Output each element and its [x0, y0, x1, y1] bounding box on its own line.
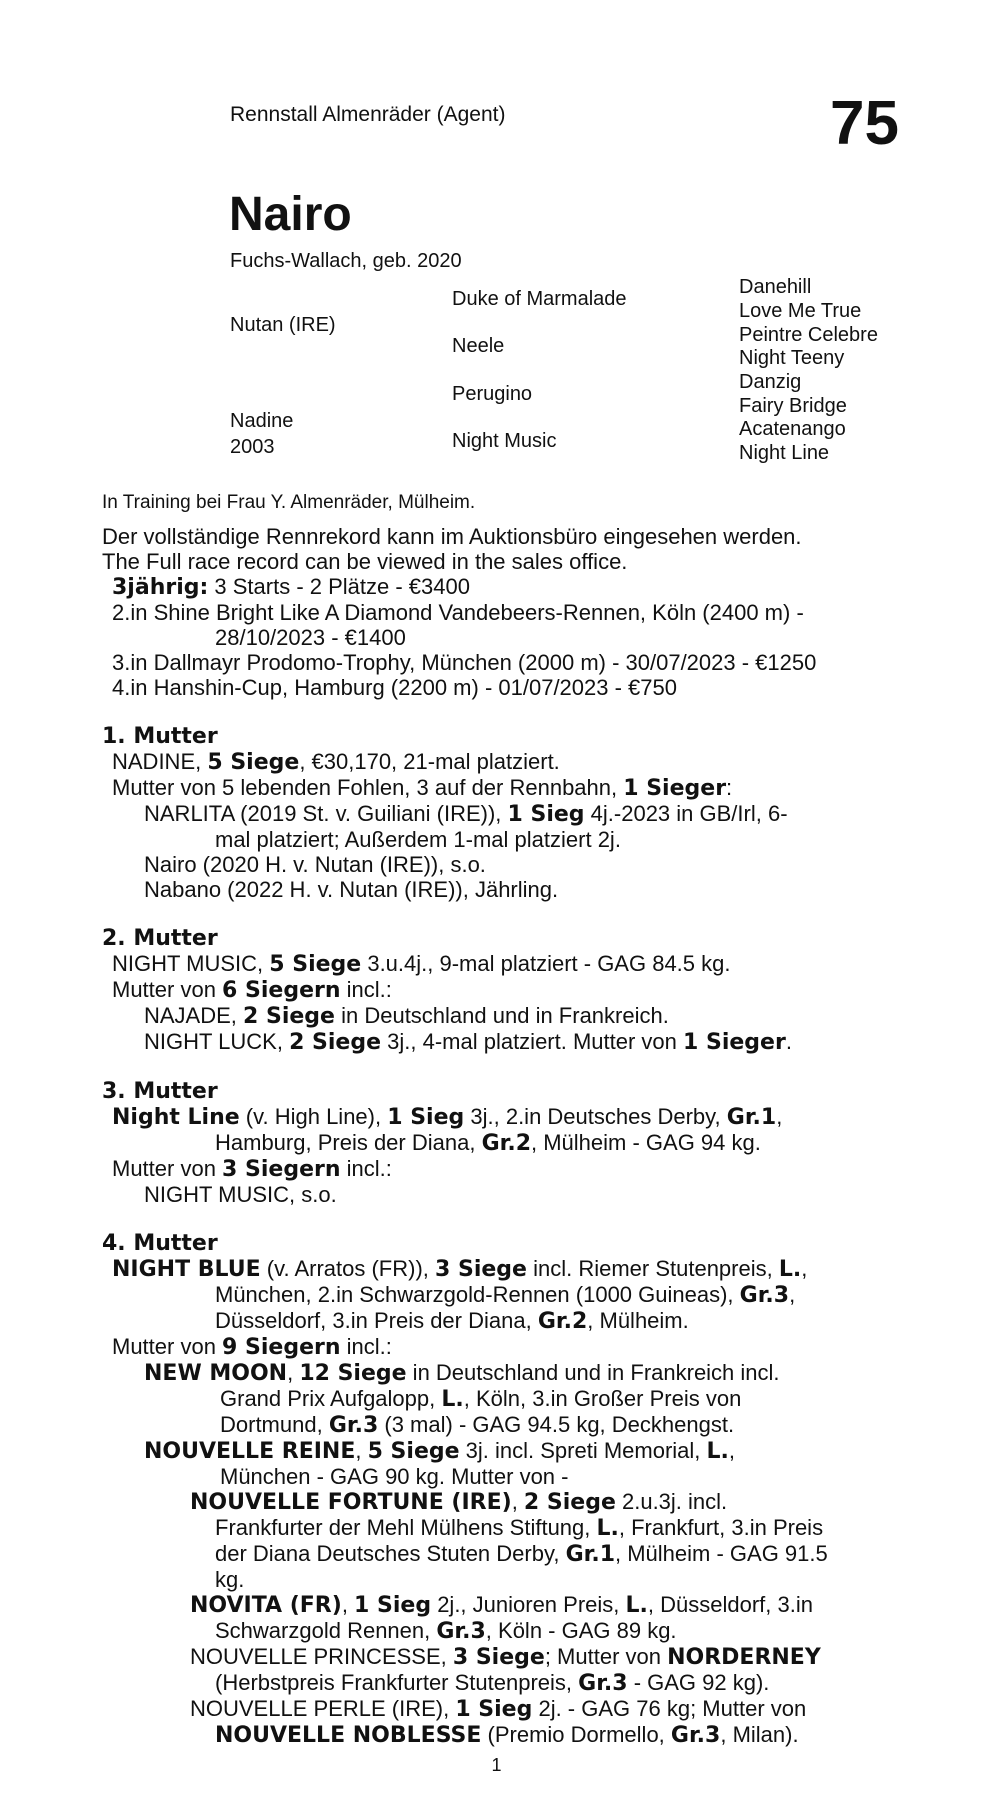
page-number: 1 — [491, 1755, 502, 1775]
pedigree-gen3: Danehill — [739, 276, 812, 298]
dam-3-heading: 3. Mutter — [102, 1079, 218, 1104]
dam-1-heading: 1. Mutter — [102, 724, 218, 749]
dam-4-grand-offspring-cont: (Herbstpreis Frankfurter Stutenpreis, Gr.3 - GAG 92 kg). — [215, 1670, 770, 1696]
dam-1-offspring: NARLITA (2019 St. v. Guiliani (IRE)), 1 Sieg 4j.-2023 in GB/Irl, 6- — [144, 801, 788, 827]
dam-4-offspring-cont: Dortmund, Gr.3 (3 mal) - GAG 94.5 kg, Deckhengst. — [220, 1412, 735, 1438]
dam-4-offspring-cont: München - GAG 90 kg. Mutter von - — [220, 1464, 569, 1489]
race-result: 3.in Dallmayr Prodomo-Trophy, München (2000 m) - 30/07/2023 - €1250 — [112, 650, 817, 675]
dam-4-grand-offspring-cont: Frankfurter der Mehl Mülhens Stiftung, L., Frankfurt, 3.in Preis — [215, 1515, 824, 1541]
pedigree-gen3: Peintre Celebre — [739, 324, 878, 346]
dam: Nadine — [230, 410, 294, 432]
dam-1-offspring-cont: mal platziert; Außerdem 1-mal platziert 2j. — [215, 827, 621, 852]
dam-4-offspring: NOUVELLE REINE, 5 Siege 3j. incl. Spreti Memorial, L., — [144, 1438, 736, 1464]
training-note: In Training bei Frau Y. Almenräder, Mülheim. — [102, 492, 476, 513]
dam-4-offspring: NEW MOON, 12 Siege in Deutschland und in Frankreich incl. — [144, 1360, 780, 1386]
dam-4-line: Mutter von 9 Siegern incl.: — [112, 1334, 392, 1360]
pedigree-gen3: Fairy Bridge — [739, 395, 847, 417]
dam-4-grand-offspring-cont: Schwarzgold Rennen, Gr.3, Köln - GAG 89 kg. — [215, 1618, 677, 1644]
dam-2-line: Mutter von 6 Siegern incl.: — [112, 977, 392, 1003]
catalogue-body — [102, 524, 902, 1748]
pedigree-gen3: Night Teeny — [739, 347, 845, 369]
lot-number: 75 — [830, 89, 899, 158]
consignor: Rennstall Almenräder (Agent) — [230, 103, 506, 126]
dam-4-heading: 4. Mutter — [102, 1231, 218, 1256]
race-result: 4.in Hanshin-Cup, Hamburg (2200 m) - 01/07/2023 - €750 — [112, 675, 677, 700]
pedigree-gen2: Neele — [452, 335, 505, 357]
dam-2-heading: 2. Mutter — [102, 926, 218, 951]
dam-4-grand-offspring: NOUVELLE PERLE (IRE), 1 Sieg 2j. - GAG 76 kg; Mutter von — [190, 1696, 807, 1722]
pedigree-gen2: Night Music — [452, 430, 557, 452]
dam-1-line: NADINE, 5 Siege, €30,170, 21-mal platziert. — [112, 749, 560, 775]
dam-2-offspring: NAJADE, 2 Siege in Deutschland und in Frankreich. — [144, 1003, 669, 1029]
dam-3-line-cont: Hamburg, Preis der Diana, Gr.2, Mülheim - GAG 94 kg. — [215, 1130, 761, 1156]
dam-3-line: Mutter von 3 Siegern incl.: — [112, 1156, 392, 1182]
dam-4-line: NIGHT BLUE (v. Arratos (FR)), 3 Siege incl. Riemer Stutenpreis, L., — [112, 1256, 808, 1282]
horse-description: Fuchs-Wallach, geb. 2020 — [230, 250, 462, 272]
dam-4-grand-offspring-cont: NOUVELLE NOBLESSE (Premio Dormello, Gr.3, Milan). — [215, 1722, 799, 1748]
pedigree-gen2: Duke of Marmalade — [452, 288, 627, 310]
dam-1-line: Mutter von 5 lebenden Fohlen, 3 auf der Rennbahn, 1 Sieger: — [112, 775, 733, 801]
dam-4-line-cont: Düsseldorf, 3.in Preis der Diana, Gr.2, Mülheim. — [215, 1308, 689, 1334]
dam-3-line: Night Line (v. High Line), 1 Sieg 3j., 2.in Deutsches Derby, Gr.1, — [112, 1104, 783, 1130]
pedigree-gen2: Perugino — [452, 383, 533, 405]
pedigree-gen3: Night Line — [739, 442, 830, 464]
race-result-cont: 28/10/2023 - €1400 — [215, 625, 406, 650]
dam-2-line: NIGHT MUSIC, 5 Siege 3.u.4j., 9-mal platziert - GAG 84.5 kg. — [112, 951, 731, 977]
dam-4-grand-offspring: NOUVELLE FORTUNE (IRE), 2 Siege 2.u.3j. incl. — [190, 1489, 728, 1515]
sire: Nutan (IRE) — [230, 314, 336, 336]
age-summary: 3jährig: 3 Starts - 2 Plätze - €3400 — [112, 574, 470, 600]
dam-2-offspring: NIGHT LUCK, 2 Siege 3j., 4-mal platziert. Mutter von 1 Sieger. — [144, 1029, 792, 1055]
horse-name: Nairo — [229, 188, 352, 241]
dam-4-grand-offspring: NOVITA (FR), 1 Sieg 2j., Junioren Preis, L., Düsseldorf, 3.in — [190, 1592, 813, 1618]
race-record-note-en: The Full race record can be viewed in the sales office. — [102, 549, 628, 574]
race-record-note-de: Der vollständige Rennrekord kann im Auktionsbüro eingesehen werden. — [102, 524, 802, 549]
race-result: 2.in Shine Bright Like A Diamond Vandebeers-Rennen, Köln (2400 m) - — [112, 600, 804, 625]
dam-3-offspring: NIGHT MUSIC, s.o. — [144, 1182, 337, 1207]
dam-4-offspring-cont: Grand Prix Aufgalopp, L., Köln, 3.in Großer Preis von — [220, 1386, 742, 1412]
dam-1-offspring: Nabano (2022 H. v. Nutan (IRE)), Jährling. — [144, 877, 559, 902]
dam-1-offspring: Nairo (2020 H. v. Nutan (IRE)), s.o. — [144, 852, 486, 877]
dam-4-grand-offspring-cont: kg. — [215, 1567, 245, 1592]
pedigree-gen3: Acatenango — [739, 418, 846, 440]
dam-year: 2003 — [230, 436, 275, 458]
dam-4-line-cont: München, 2.in Schwarzgold-Rennen (1000 Guineas), Gr.3, — [215, 1282, 796, 1308]
dam-4-grand-offspring: NOUVELLE PRINCESSE, 3 Siege; Mutter von NORDERNEY — [190, 1644, 821, 1670]
dam-4-grand-offspring-cont: der Diana Deutsches Stuten Derby, Gr.1, Mülheim - GAG 91.5 — [215, 1541, 828, 1567]
pedigree-gen3: Danzig — [739, 371, 802, 393]
pedigree-gen3: Love Me True — [739, 300, 862, 322]
